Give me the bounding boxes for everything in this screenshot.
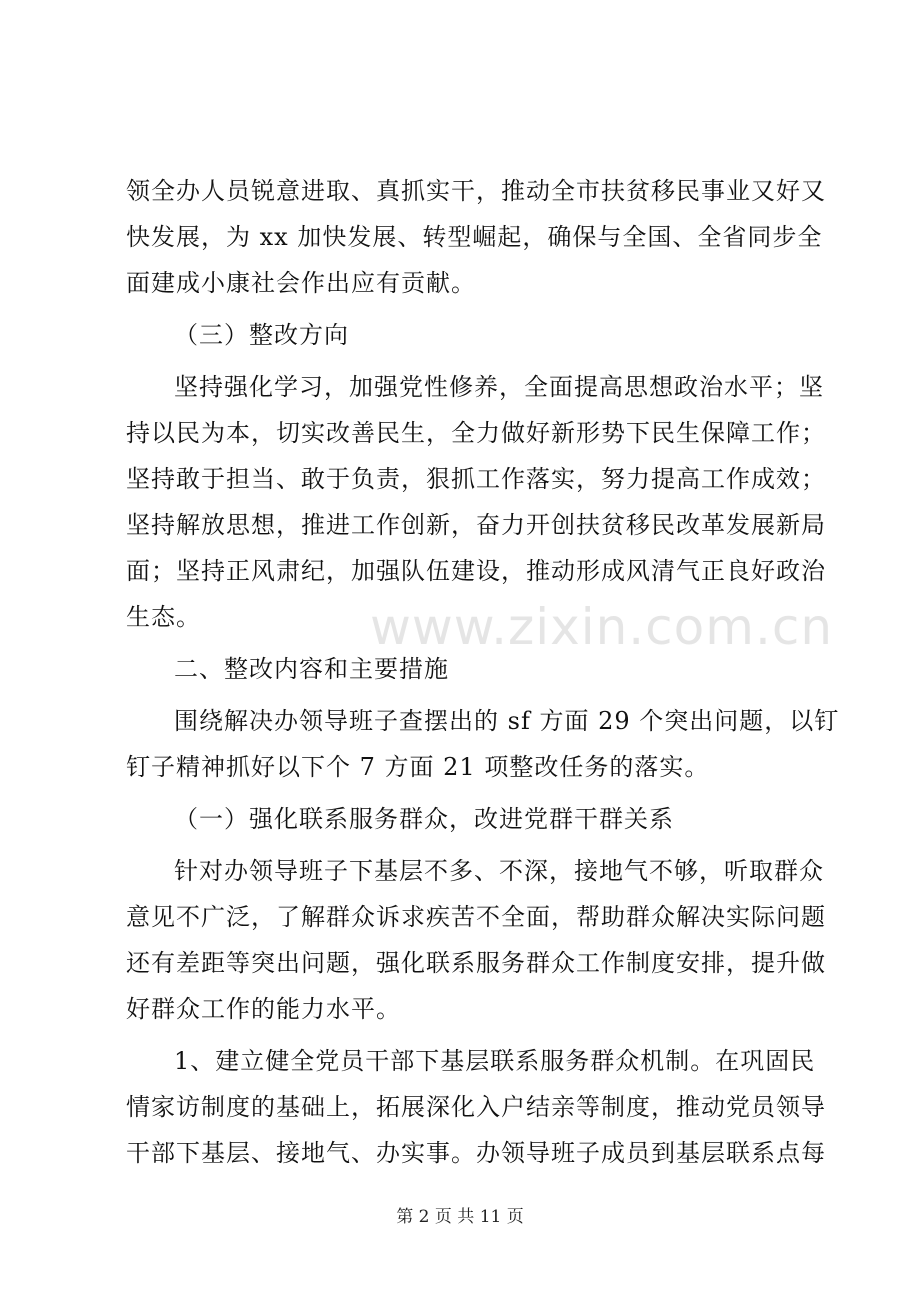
paragraph-line: 干部下基层、接地气、办实事。办领导班子成员到基层联系点每 (126, 1139, 826, 1167)
paragraph-line: 情家访制度的基础上，拓展深化入户结亲等制度，推动党员领导 (126, 1093, 826, 1121)
paragraph-line: 生态。 (126, 603, 201, 631)
paragraph-line: 面；坚持正风肃纪，加强队伍建设，推动形成风清气正良好政治 (126, 557, 826, 585)
paragraph-line: 快发展，为 xx 加快发展、转型崛起，确保与全国、全省同步全 (126, 223, 823, 251)
section-heading: 二、整改内容和主要措施 (174, 655, 449, 683)
paragraph-line: 钉子精神抓好以下个 7 方面 21 项整改任务的落实。 (126, 753, 710, 781)
paragraph-line: 围绕解决办领导班子查摆出的 sf 方面 29 个突出问题，以钉 (174, 707, 840, 735)
paragraph-line: 意见不广泛，了解群众诉求疾苦不全面，帮助群众解决实际问题 (126, 903, 826, 931)
paragraph-line: 领全办人员锐意进取、真抓实干，推动全市扶贫移民事业又好又 (126, 177, 826, 205)
paragraph-line: 坚持强化学习，加强党性修养，全面提高思想政治水平；坚 (174, 373, 824, 401)
document-body (126, 168, 840, 1176)
paragraph-line: 还有差距等突出问题，强化联系服务群众工作制度安排，提升做 (126, 949, 826, 977)
paragraph-line: 面建成小康社会作出应有贡献。 (126, 269, 476, 297)
paragraph-line: 1、建立健全党员干部下基层联系服务群众机制。在巩固民 (174, 1047, 816, 1075)
paragraph-line: 持以民为本，切实改善民生，全力做好新形势下民生保障工作； (126, 419, 826, 447)
paragraph-line: 坚持解放思想，推进工作创新，奋力开创扶贫移民改革发展新局 (126, 511, 826, 539)
paragraph-line: 针对办领导班子下基层不多、不深，接地气不够，听取群众 (174, 857, 824, 885)
section-heading: （三）整改方向 (174, 321, 349, 349)
page-footer: 第 2 页 共 11 页 (396, 1207, 524, 1227)
paragraph-line: 坚持敢于担当、敢于负责，狠抓工作落实，努力提高工作成效； (126, 465, 826, 493)
watermark: www.zixin.com.cn (370, 598, 834, 656)
section-heading: （一）强化联系服务群众，改进党群干群关系 (174, 805, 674, 833)
paragraph-line: 好群众工作的能力水平。 (126, 995, 401, 1023)
